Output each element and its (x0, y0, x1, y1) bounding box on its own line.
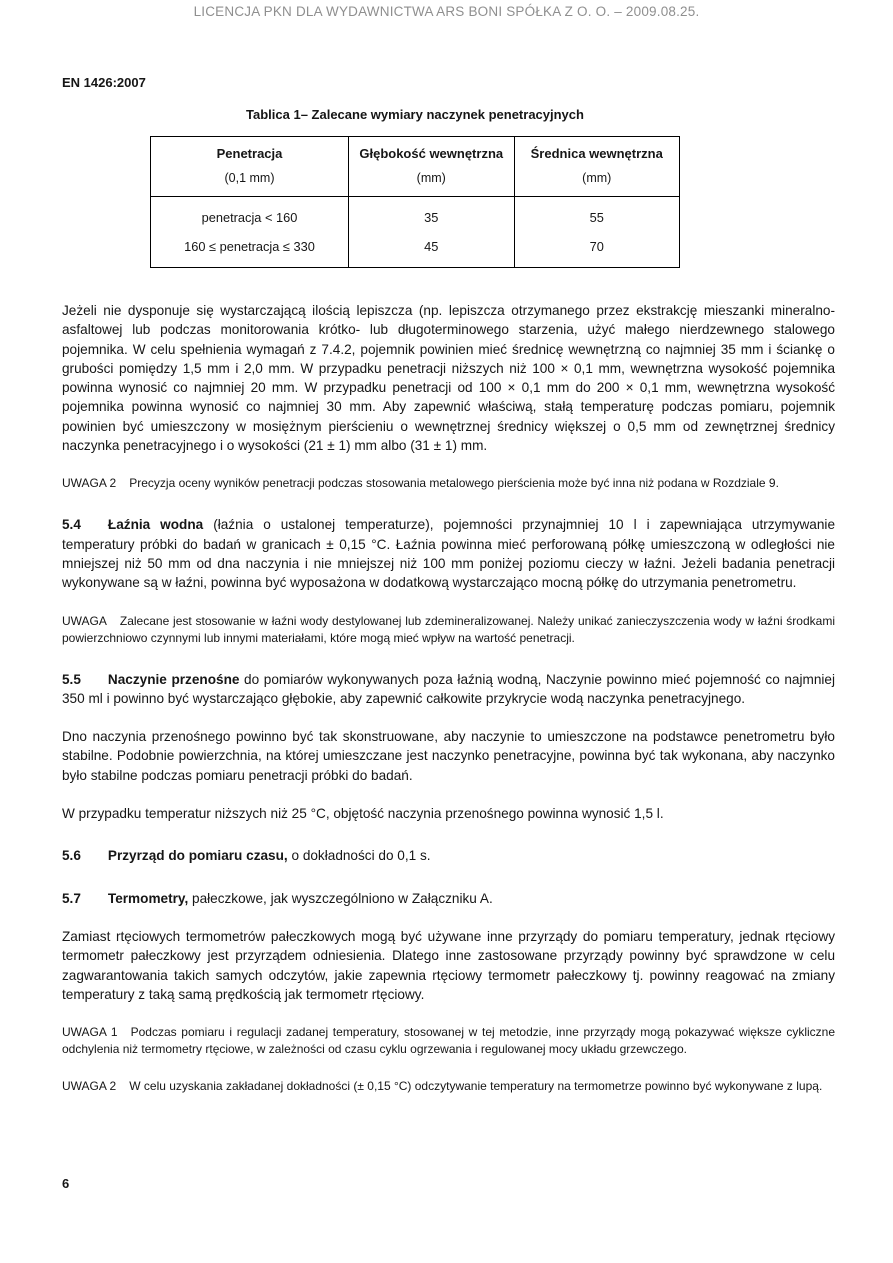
note-text: W celu uzyskania zakładanej dokładności (± 0,15 °C) odczytywanie temperatury na termometrze powinno być wykonywane z lupą. (129, 1079, 823, 1094)
col-header-title: Średnica wewnętrzna (530, 146, 663, 161)
note-thermo-1 (62, 1024, 835, 1058)
table-row (151, 232, 680, 268)
note-label: UWAGA (62, 613, 107, 628)
note-label: UWAGA 2 (62, 1079, 117, 1094)
note-text: Podczas pomiaru i regulacji zadanej temperatury, stosowanej w tej metodzie, inne przyrządy mogą pokazywać większe cykliczne odchylenia niż termometry rtęciowe, w zależności od czasu cyklu ogrzewania i regulowanej mocy układu grzewczego. (62, 1025, 835, 1057)
section-title: Łaźnia wodna (107, 517, 204, 533)
cell-penetracja: 160 ≤ penetracja ≤ 330 (151, 232, 349, 268)
page-number: 6 (62, 1176, 70, 1191)
note-thermo-2 (62, 1078, 835, 1095)
section-5-5 (62, 670, 835, 709)
col-header-penetracja (151, 137, 349, 197)
col-header-srednica (514, 137, 680, 197)
note-label: UWAGA 2 (62, 476, 117, 491)
cell-srednica: 70 (514, 232, 680, 268)
cell-glebokosc: 35 (349, 197, 515, 233)
section-5-7 (62, 889, 835, 908)
paragraph-dno: Dno naczynia przenośnego powinno być tak skonstruowane, aby naczynie to umieszczone na podstawce penetrometru było stabilne. Podobnie powierzchnia, na której umieszczane jest naczynko penetracyjne, powinna być tak wykonana, aby naczynko było stabilne podczas pomiaru penetracji próbki do badań. (62, 729, 835, 783)
paragraph-zamiast: Zamiast rtęciowych termometrów pałeczkowych mogą być używane inne przyrządy do pomiaru temperatury, jednak rtęciowy termometr pałeczkowy jest przyrządem odniesienia. Dlatego inne zastosowane przyrządy powinny być sprawdzone w celu zagwarantowania takich samych odczytów, jakie zapewnia rtęciowy termometr pałeczkowy tj. powinny reagować na zmiany temperatury z taką samą prędkością jak termometr rtęciowy. (62, 928, 835, 1002)
section-number: 5.7 (62, 890, 81, 906)
col-header-unit: (0,1 mm) (224, 171, 275, 185)
note-ring (62, 475, 835, 492)
table-header-row (151, 137, 680, 197)
section-number: 5.5 (62, 671, 81, 687)
col-header-title: Penetracja (216, 146, 283, 161)
section-number: 5.4 (62, 517, 81, 533)
section-title: Naczynie przenośne (107, 671, 240, 687)
section-text: do pomiarów wykonywanych poza łaźnią wodną, Naczynie powinno mieć pojemność co najmniej 350 ml i powinno być wystarczająco głębokie, aby zapewnić całkowite przykrycie wodą naczynka penetracyjnego. (62, 671, 835, 706)
section-5-4 (62, 515, 835, 592)
col-header-glebokosc (349, 137, 515, 197)
section-title: Przyrząd do pomiaru czasu, (107, 848, 288, 864)
note-text: Zalecane jest stosowanie w łaźni wody destylowanej lub zdemineralizowanej. Należy unikać zanieczyszczenia wody w łaźni środkami powierzchniowo czynnymi lub innymi materiałami, które mogą mieć wpływ na wartość penetracji. (62, 613, 835, 645)
paragraph-temp: W przypadku temperatur niższych niż 25 °C, objętość naczynia przenośnego powinna wynosić 1,5 l. (62, 806, 664, 822)
table-caption: Tablica 1– Zalecane wymiary naczynek penetracyjnych (246, 107, 584, 122)
doc-number: EN 1426:2007 (62, 75, 146, 90)
license-banner: LICENCJA PKN DLA WYDAWNICTWA ARS BONI SPÓŁKA Z O. O. – 2009.08.25. (193, 4, 700, 19)
table-row (151, 197, 680, 233)
cell-penetracja: penetracja < 160 (151, 197, 349, 233)
col-header-unit: (mm) (582, 171, 612, 185)
section-5-6 (62, 846, 835, 865)
cell-glebokosc: 45 (349, 232, 515, 268)
table-block (150, 107, 680, 268)
penetration-table (150, 136, 680, 268)
page-content (0, 75, 893, 1095)
section-text: pałeczkowe, jak wyszczególniono w Załączniku A. (188, 890, 493, 906)
col-header-title: Głębokość wewnętrzna (359, 146, 504, 161)
paragraph-container-spec: Jeżeli nie dysponuje się wystarczającą ilością lepiszcza (np. lepiszcza otrzymanego przez ekstrakcję mieszanki mineralno-asfaltowej lub podczas monitorowania krótko- lub długoterminowego starzenia, użyć małego nierdzewnego stalowego pojemnika. W celu spełnienia wymagań z 7.4.2, pojemnik powinien mieć średnicę wewnętrzną co najmniej 35 mm i ściankę o grubości pomiędzy 1,5 mm i 2,0 mm. W przypadku penetracji niższych niż 100 × 0,1 mm, wewnętrzna wysokość pojemnika powinna wynosić co najmniej 20 mm. W przypadku penetracji od 100 × 0,1 mm do 200 × 0,1 mm, wewnętrzna wysokość pojemnika powinna wynosić co najmniej 30 mm. Aby zapewnić właściwą, stałą temperaturę podczas pomiaru, pojemnik powinien być umieszczony w mosiężnym pierścieniu o wewnętrznej średnicy większej o 0,5 mm od zewnętrznej średnicy naczynka penetracyjnego i o wysokości (21 ± 1) mm albo (31 ± 1) mm. (62, 303, 835, 454)
section-text: (łaźnia o ustalonej temperaturze), pojemności przynajmniej 10 l i zapewniająca utrzymywanie temperatury próbki do badań w granicach ± 0,15 °C. Łaźnia powinna mieć perforowaną półkę umieszczoną w odległości nie mniejszej niż 50 mm od dna naczynia i nie mniejszej niż 100 mm poniżej poziomu cieczy w łaźni. Jeżeli badania penetracji wykonywane są w łaźni, powinna być wyposażona w dodatkową wystarczająco mocną półkę do utrzymania penetrometru. (62, 517, 836, 591)
note-bath (62, 613, 835, 647)
cell-srednica: 55 (514, 197, 680, 233)
section-number: 5.6 (62, 848, 81, 864)
note-text: Precyzja oceny wyników penetracji podczas stosowania metalowego pierścienia może być inna niż podana w Rozdziale 9. (129, 476, 779, 491)
col-header-unit: (mm) (416, 171, 446, 185)
section-title: Termometry, (107, 890, 189, 906)
note-label: UWAGA 1 (62, 1025, 118, 1040)
section-text: o dokładności do 0,1 s. (287, 848, 431, 864)
